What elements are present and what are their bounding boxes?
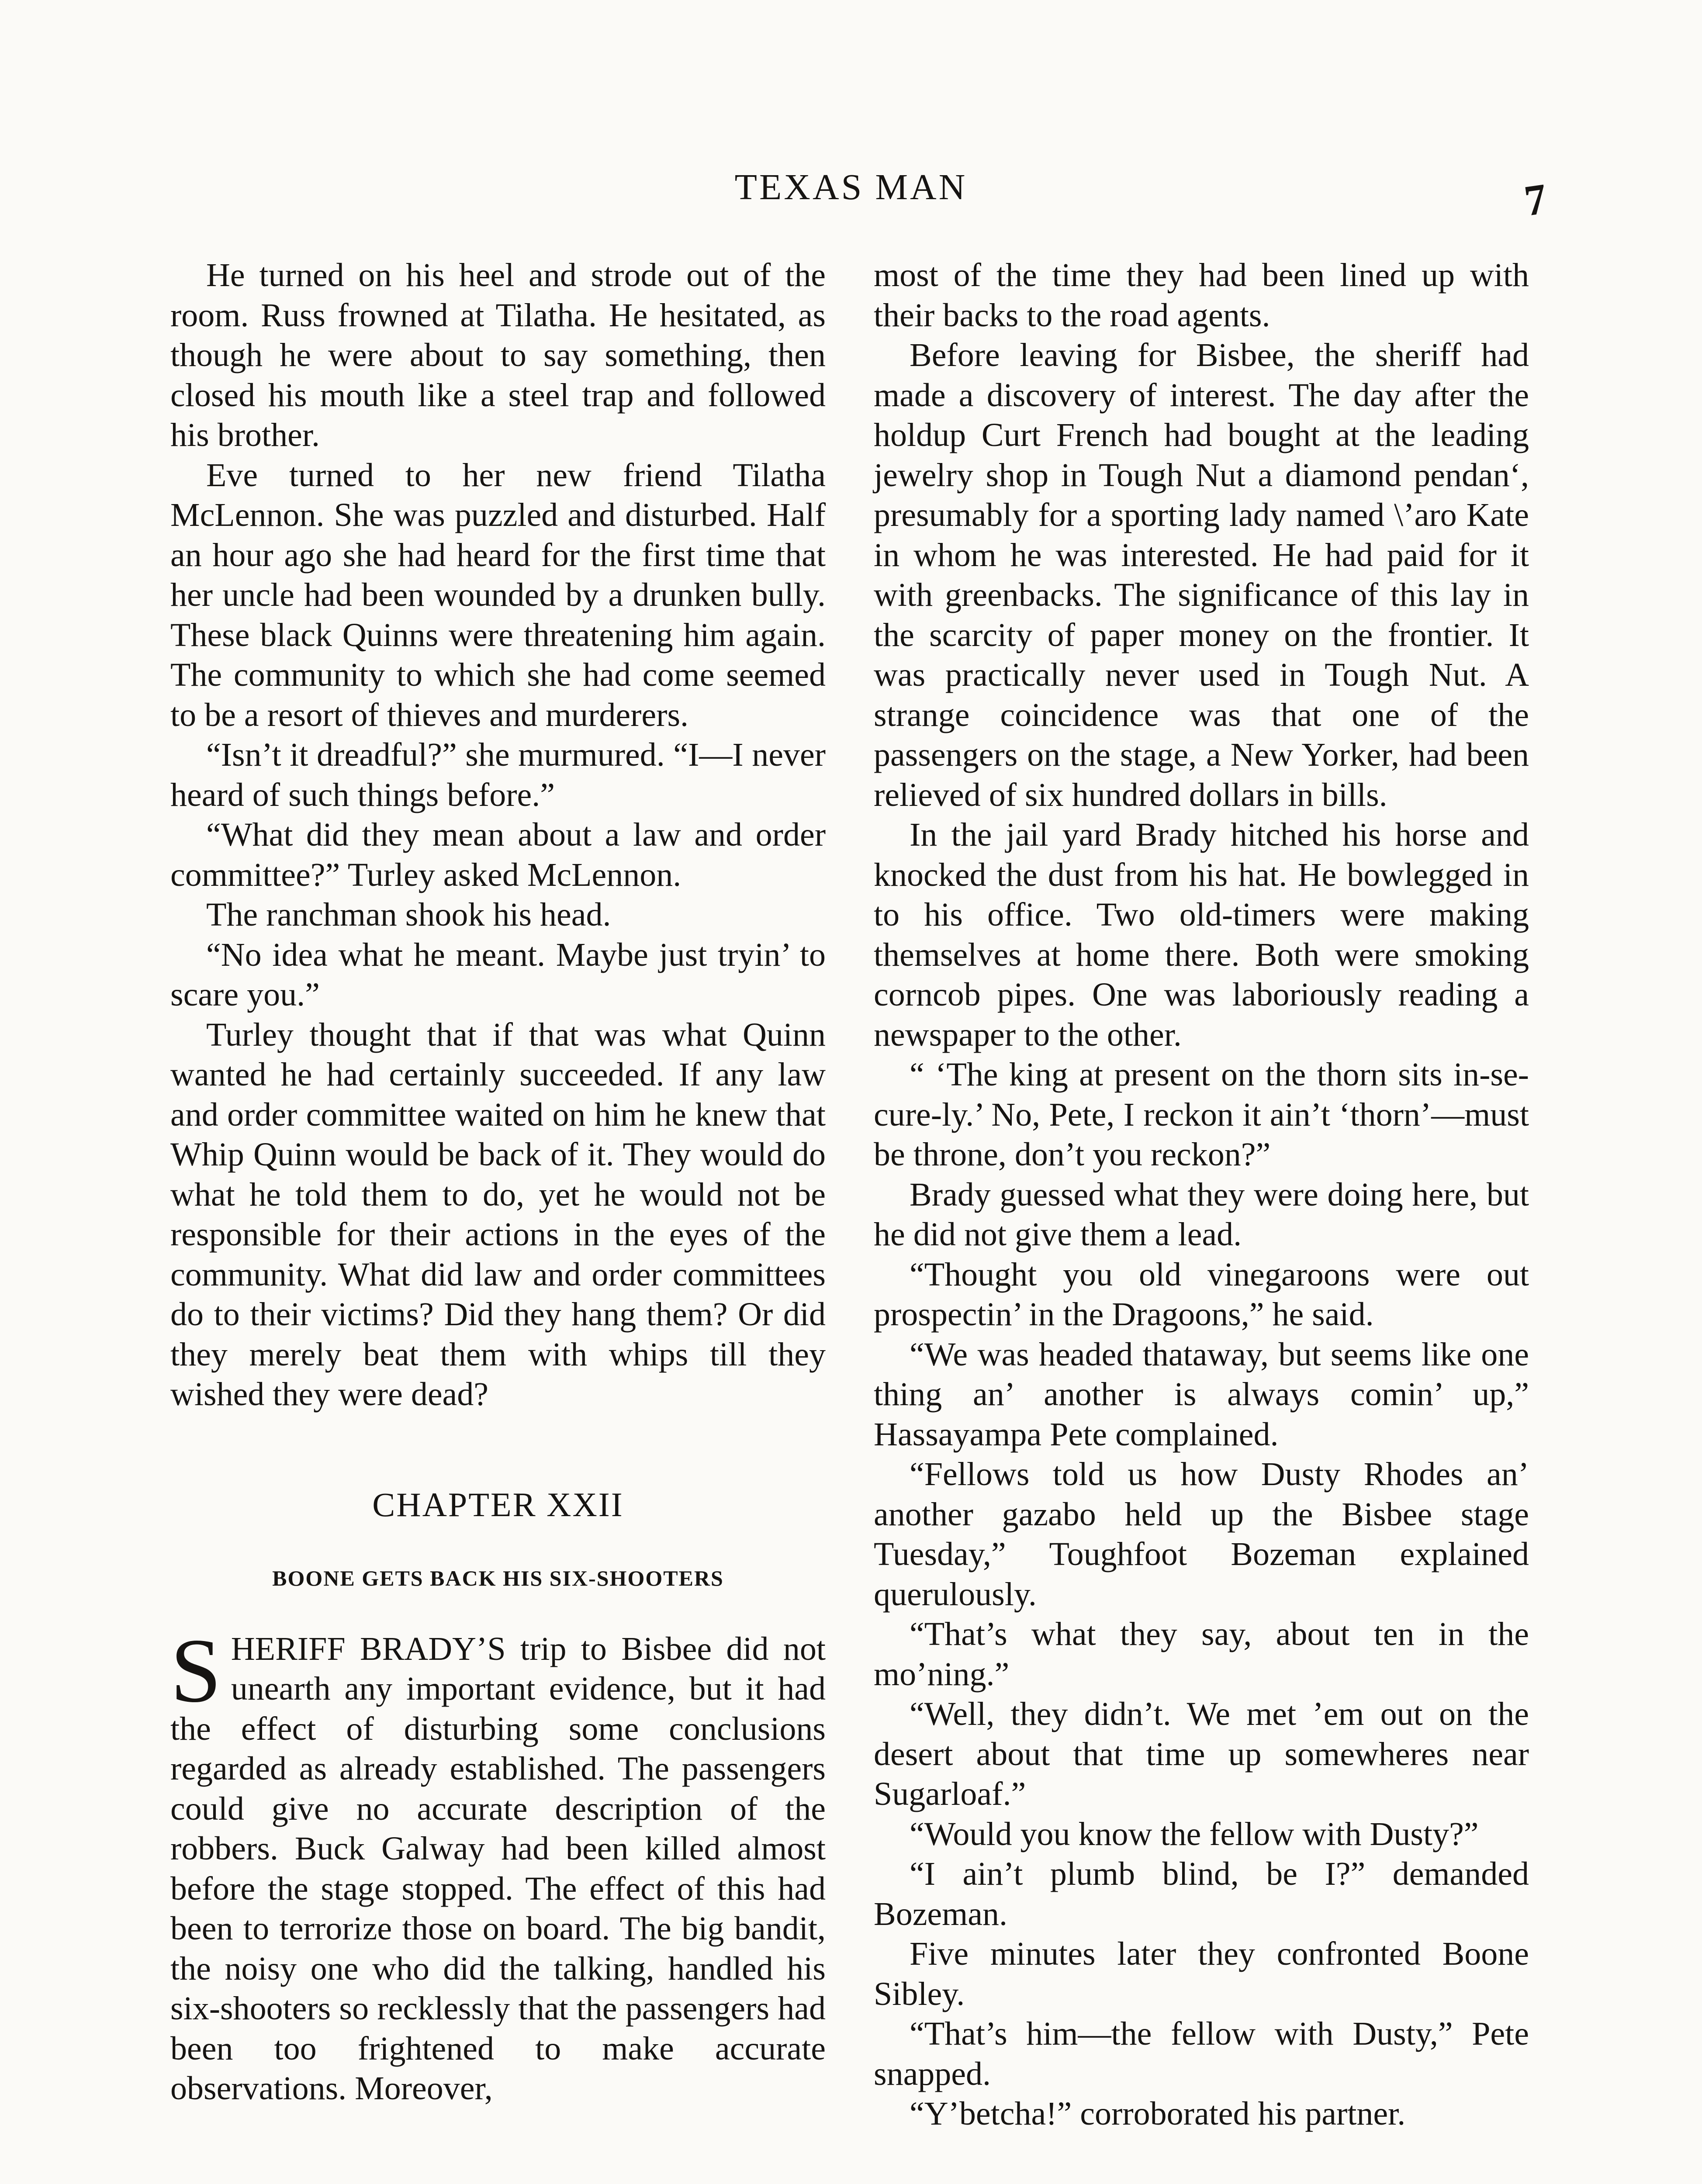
- page-number-mark: 7: [1521, 174, 1550, 225]
- paragraph: “Isn’t it dreadful?” she murmured. “I—I never heard of such things before.”: [170, 736, 826, 813]
- paragraph: “Well, they didn’t. We met ’em out on the desert about that time up somewheres near Sugarloaf.”: [874, 1696, 1529, 1812]
- paragraph: “We was headed thataway, but seems like one thing an’ another is always comin’ up,” Hassayampa Pete complained.: [874, 1336, 1529, 1453]
- paragraph: Brady guessed what they were doing here, but he did not give them a lead.: [874, 1176, 1529, 1253]
- paragraph: Five minutes later they confronted Boone Sibley.: [874, 1935, 1529, 2012]
- paragraph: Turley thought that if that was what Quinn wanted he had certainly succeeded. If any law and order committee waited on him he knew that Whip Quinn would be back of it. They would do what he told them to do, yet he would not be responsible for their actions in the eyes of the community. What did law and order committees do to their victims? Did they hang them? Or did they merely beat them with whips till they wished they were dead?: [170, 1016, 826, 1413]
- chapter-subtitle: BOONE GETS BACK HIS SIX-SHOOTERS: [272, 1566, 724, 1590]
- opening-text: HERIFF BRADY’S trip to Bisbee did not unearth any important evidence, but it had the effect of disturbing some conclusions regarded as already established. The passengers could give no accurate description of the robbers. Buck Galway had been killed almost before the stage stopped. The effect of this had been to terrorize those on board. The big bandit, the noisy one who did the talking, handled his six-shooters so recklessly that the passengers had been too frightened to make accurate observations. Moreover,: [170, 1630, 826, 2107]
- paragraph: “Y’betcha!” corroborated his partner.: [910, 2095, 1406, 2132]
- paragraph: “What did they mean about a law and order committee?” Turley asked McLennon.: [170, 816, 826, 893]
- chapter-title: CHAPTER XXII: [372, 1485, 624, 1524]
- paragraph: In the jail yard Brady hitched his horse and knocked the dust from his hat. He bowlegged in to his office. Two old-timers were making themselves at home there. Both were smoking corncob pipes. One was laboriously reading a newspaper to the other.: [874, 816, 1529, 1053]
- paragraph: “No idea what he meant. Maybe just tryin’ to scare you.”: [170, 936, 826, 1013]
- paragraph: “That’s him—the fellow with Dusty,” Pete snapped.: [874, 2015, 1529, 2092]
- paragraph: The ranchman shook his head.: [206, 896, 611, 933]
- left-column: [170, 256, 826, 2109]
- paragraph: “Thought you old vinegaroons were out prospectin’ in the Dragoons,” he said.: [874, 1256, 1529, 1333]
- paragraph: “Fellows told us how Dusty Rhodes an’ another gazabo held up the Bisbee stage Tuesday,” Toughfoot Bozeman explained querulously.: [874, 1456, 1529, 1613]
- chapter-opening-paragraph: [170, 1620, 826, 2109]
- drop-cap: S: [170, 1620, 221, 1721]
- paragraph-continuation: most of the time they had been lined up with their backs to the road agents.: [874, 257, 1529, 334]
- right-column: [874, 256, 1529, 2134]
- paragraph: “I ain’t plumb blind, be I?” demanded Bozeman.: [874, 1856, 1529, 1932]
- paragraph: “ ‘The king at present on the thorn sits in-se-cure-ly.’ No, Pete, I reckon it ain’t ‘thorn’—must be throne, don’t you reckon?”: [874, 1056, 1529, 1173]
- running-head: TEXAS MAN: [734, 167, 968, 207]
- paragraph: “That’s what they say, about ten in the mo’ning.”: [874, 1616, 1529, 1693]
- paragraph: He turned on his heel and strode out of the room. Russ frowned at Tilatha. He hesitated, as though he were about to say something, then closed his mouth like a steel trap and followed his brother.: [170, 257, 826, 453]
- paragraph: Eve turned to her new friend Tilatha McLennon. She was puzzled and disturbed. Half an hour ago she had heard for the first time that her uncle had been wounded by a drunken bully. These black Quinns were threatening him again. The community to which she had come seemed to be a resort of thieves and murderers.: [170, 456, 826, 733]
- paragraph: “Would you know the fellow with Dusty?”: [910, 1815, 1479, 1852]
- paragraph: Before leaving for Bisbee, the sheriff had made a discovery of interest. The day after the holdup Curt French had bought at the leading jewelry shop in Tough Nut a diamond pendan‘, presumably for a sporting lady named \’aro Kate in whom he was interested. He had paid for it with greenbacks. The significance of this lay in the scarcity of paper money on the frontier. It was practically never used in Tough Nut. A strange coincidence was that one of the passengers on the stage, a New Yorker, had been relieved of six hundred dollars in bills.: [874, 337, 1529, 813]
